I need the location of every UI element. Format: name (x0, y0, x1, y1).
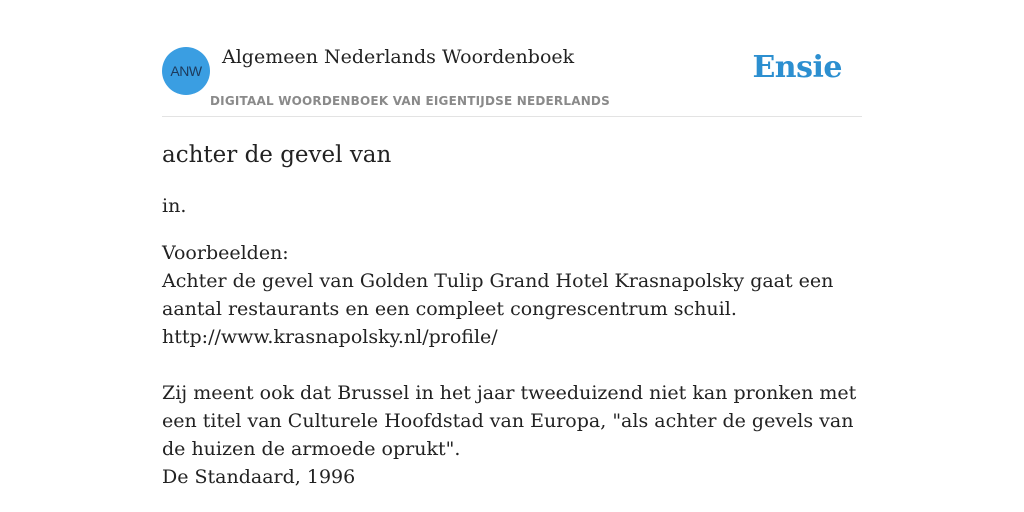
dictionary-entry (162, 130, 862, 491)
examples-block (162, 239, 862, 491)
entry-meaning: in. (162, 195, 187, 217)
example-source: De Standaard, 1996 (162, 466, 356, 488)
example-source: http://www.krasnapolsky.nl/profile/ (162, 326, 498, 348)
example-text: Achter de gevel van Golden Tulip Grand Hotel Krasnapolsky gaat een aantal restaurants en een compleet congrescentrum schuil. (162, 270, 834, 320)
entry-term: achter de gevel van (162, 142, 392, 168)
site-header (162, 0, 862, 117)
examples-label: Voorbeelden: (162, 242, 289, 264)
site-title[interactable]: Algemeen Nederlands Woordenboek (222, 46, 575, 68)
example-spacer (162, 351, 862, 379)
anw-logo[interactable]: ANW (162, 47, 210, 95)
site-subtitle: DIGITAAL WOORDENBOEK VAN EIGENTIJDSE NEDERLANDS (210, 94, 610, 108)
example-text: Zij meent ook dat Brussel in het jaar tweeduizend niet kan pronken met een titel van Culturele Hoofdstad van Europa, "als achter de gevels van de huizen de armoede oprukt". (162, 382, 857, 460)
ensie-logo[interactable]: Ensie (752, 50, 842, 85)
